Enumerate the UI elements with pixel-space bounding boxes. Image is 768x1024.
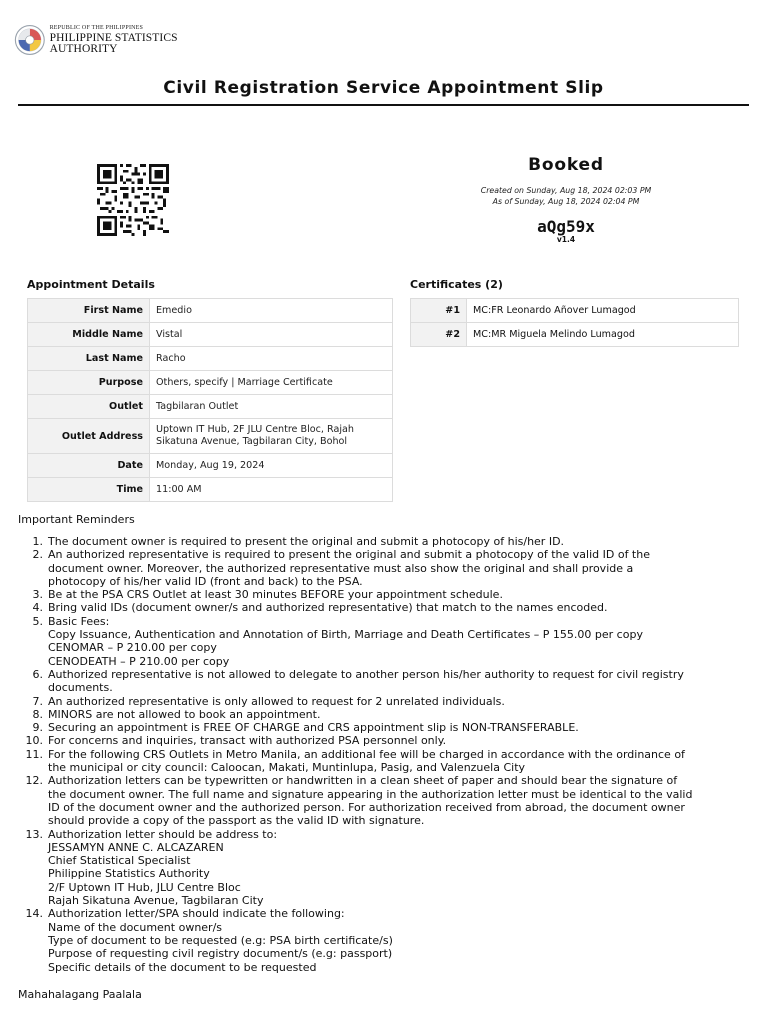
table-row [28, 478, 393, 502]
field-label: Outlet [28, 395, 150, 419]
field-label: Purpose [28, 371, 150, 395]
reminders-list [48, 535, 753, 974]
reminder-line: Copy Issuance, Authentication and Annotation of Birth, Marriage and Death Certificates – P 155.00 per copy [48, 628, 643, 642]
list-item [48, 615, 753, 668]
reminder-line: the municipal or city council: Caloocan, Makati, Muntinlupa, Pasig, and Valenzuela City [48, 761, 526, 775]
field-label: Time [28, 478, 150, 502]
list-item [48, 774, 753, 827]
certificates-heading: Certificates (2) [410, 278, 503, 291]
psa-seal-icon [14, 23, 46, 57]
list-item [48, 548, 753, 588]
page-title: Civil Registration Service Appointment Slip [163, 78, 604, 98]
version-label: v1.4 [556, 235, 576, 244]
list-item [48, 588, 753, 601]
table-row [411, 323, 739, 347]
list-item [48, 535, 753, 548]
certificate-value: MC:FR Leonardo Añover Lumagod [467, 299, 739, 323]
field-label: Outlet Address [28, 419, 150, 454]
certificate-number: #2 [411, 323, 467, 347]
field-label: First Name [28, 299, 150, 323]
certificates-table [410, 298, 739, 347]
list-item [48, 695, 753, 708]
qr-code-icon [95, 164, 171, 236]
table-row [28, 347, 393, 371]
reminder-line: CENODEATH – P 210.00 per copy [48, 654, 230, 668]
reminder-line: the document owner. The full name and signature appearing in the authorization letter must be identical to the valid [48, 787, 693, 801]
list-item [48, 828, 753, 908]
field-value: Tagbilaran Outlet [150, 395, 393, 419]
booking-status-block [410, 155, 722, 244]
table-row [28, 371, 393, 395]
reminder-line: Specific details of the document to be requested [48, 960, 317, 974]
list-item [48, 907, 753, 973]
reminder-line: An authorized representative is required to present the original and submit a photocopy of the valid ID of the [48, 548, 650, 562]
reminder-line: An authorized representative is only allowed to request for 2 unrelated individuals. [48, 694, 505, 708]
reminder-line: Type of document to be requested (e.g: PSA birth certificate/s) [48, 933, 393, 947]
field-label: Date [28, 454, 150, 478]
created-timestamp: Created on Sunday, Aug 18, 2024 02:03 PM [480, 186, 652, 195]
field-value: 11:00 AM [150, 478, 393, 502]
table-row [28, 323, 393, 347]
title-divider [18, 104, 749, 106]
reminder-line: should provide a copy of the passport as the valid ID with signature. [48, 814, 425, 828]
republic-label: REPUBLIC OF THE PHILIPPINES [49, 24, 144, 31]
table-row [28, 454, 393, 478]
reminder-line: The document owner is required to present the original and submit a photocopy of his/her ID. [48, 535, 565, 548]
field-value: Vistal [150, 323, 393, 347]
as-of-timestamp: As of Sunday, Aug 18, 2024 02:04 PM [492, 197, 640, 206]
reminder-line: MINORS are not allowed to book an appointment. [48, 707, 321, 721]
certificate-number: #1 [411, 299, 467, 323]
reminder-line: Rajah Sikatuna Avenue, Tagbilaran City [48, 894, 264, 908]
footer-heading: Mahahalagang Paalala [18, 988, 142, 1001]
field-value: Monday, Aug 19, 2024 [150, 454, 393, 478]
status-label: Booked [528, 155, 604, 175]
reminder-line: CENOMAR – P 210.00 per copy [48, 641, 217, 655]
reminder-line: Name of the document owner/s [48, 920, 223, 934]
appointment-details-table [27, 298, 393, 502]
reminder-line: Authorization letter should be address to: [48, 827, 278, 841]
reminder-line: ID of the document owner and the authorized person. For authorization received from abroad, the document owner [48, 800, 685, 814]
reminder-line: Philippine Statistics Authority [48, 867, 210, 881]
reminder-line: photocopy of his/her valid ID (front and back) to the PSA. [48, 574, 363, 588]
certificate-value: MC:MR Miguela Melindo Lumagod [467, 323, 739, 347]
field-label: Middle Name [28, 323, 150, 347]
reminder-line: For concerns and inquiries, transact with authorized PSA personnel only. [48, 734, 447, 748]
psa-logo [14, 18, 234, 62]
reference-code: aQg59x [537, 217, 595, 236]
reminder-line: For the following CRS Outlets in Metro Manila, an additional fee will be charged in accordance with the ordinance of [48, 747, 685, 761]
table-row [28, 419, 393, 454]
field-value: Racho [150, 347, 393, 371]
reminder-line: Authorization letters can be typewritten or handwritten in a clean sheet of paper and should bear the signature of [48, 774, 678, 788]
agency-name: PHILIPPINE STATISTICS AUTHORITY [49, 31, 178, 55]
reminder-line: document owner. Moreover, the authorized representative must also show the original and shall provide a [48, 561, 634, 575]
field-value: Uptown IT Hub, 2F JLU Centre Bloc, Rajah Sikatuna Avenue, Tagbilaran City, Bohol [156, 424, 354, 447]
reminder-line: Be at the PSA CRS Outlet at least 30 minutes BEFORE your appointment schedule. [48, 588, 503, 602]
field-label: Last Name [28, 347, 150, 371]
reminder-line: Chief Statistical Specialist [48, 854, 191, 868]
reminder-line: 2/F Uptown IT Hub, JLU Centre Bloc [48, 880, 241, 894]
reminder-line: JESSAMYN ANNE C. ALCAZAREN [48, 840, 224, 854]
reminder-line: Authorization letter/SPA should indicate the following: [48, 907, 345, 921]
list-item [48, 734, 753, 747]
field-value: Emedio [150, 299, 393, 323]
reminder-line: documents. [48, 681, 113, 695]
important-reminders-heading: Important Reminders [18, 513, 135, 526]
table-row [28, 299, 393, 323]
list-item [48, 721, 753, 734]
list-item [48, 748, 753, 775]
reminder-line: Authorized representative is not allowed to delegate to another person his/her authority to request for civil registry [48, 667, 684, 681]
table-row [28, 395, 393, 419]
reminder-line: Securing an appointment is FREE OF CHARGE and CRS appointment slip is NON-TRANSFERABLE. [48, 721, 579, 735]
table-row [411, 299, 739, 323]
list-item [48, 601, 753, 614]
list-item [48, 668, 753, 695]
appointment-details-heading: Appointment Details [27, 278, 155, 291]
list-item [48, 708, 753, 721]
field-value: Others, specify | Marriage Certificate [150, 371, 393, 395]
reminder-line: Purpose of requesting civil registry document/s (e.g: passport) [48, 947, 393, 961]
reminder-line: Basic Fees: [48, 614, 110, 628]
reminder-line: Bring valid IDs (document owner/s and authorized representative) that match to the names encoded. [48, 601, 608, 615]
